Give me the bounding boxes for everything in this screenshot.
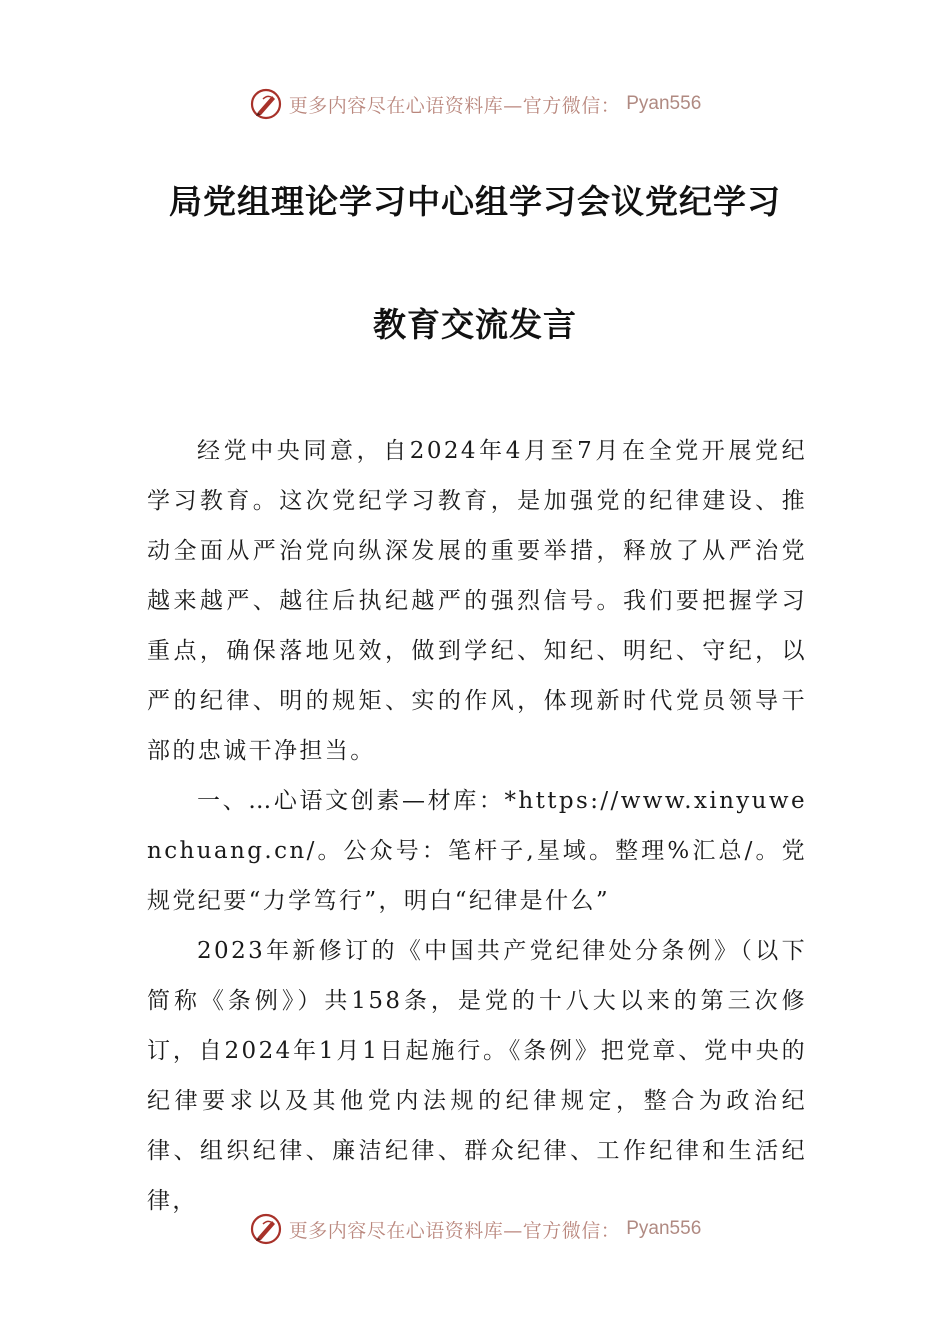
watermark-wechat-id: Pyan556 [626,93,702,114]
document-title-line-1: 局党组理论学习中心组学习会议党纪学习 [169,182,781,221]
paragraph: 经党中央同意，自2024年4月至7月在全党开展党纪学习教育。这次党纪学习教育，是加强党的纪律建设、推动全面从严治党向纵深发展的重要举措，释放了从严治党越来越严、越往后执纪越严的强烈信号。我们要把握学习重点，确保落地见效，做到学纪、知纪、明纪、守纪，以严的纪律、明的规矩、实的作风，体现新时代党员领导干部的忠诚干净担当。 [147,438,807,764]
paragraph: 2023年新修订的《中国共产党纪律处分条例》（以下简称《条例》）共158条，是党的十八大以来的第三次修订，自2024年1月1日起施行。《条例》把党章、党中央的纪律要求以及其他党内法规的纪律规定，整合为政治纪律、组织纪律、廉洁纪律、群众纪律、工作纪律和生活纪律， [147,938,807,1214]
document-body [147,426,807,1226]
watermark-text: 更多内容尽在心语资料库—官方微信： [288,1219,621,1242]
watermark-text: 更多内容尽在心语资料库—官方微信： [288,94,621,117]
watermark-header [0,84,950,124]
pen-logo-icon [249,1212,283,1246]
watermark-footer [0,1209,950,1249]
watermark-wechat-id: Pyan556 [626,1218,702,1239]
pen-logo-icon [249,87,283,121]
paragraph: 一、…心语文创素—材库：*https://www.xinyuwenchuang.cn/。公众号：笔杆子,星域。整理%汇总/。党规党纪要“力学笃行”，明白“纪律是什么” [147,788,807,914]
document-title-line-2: 教育交流发言 [373,305,577,344]
